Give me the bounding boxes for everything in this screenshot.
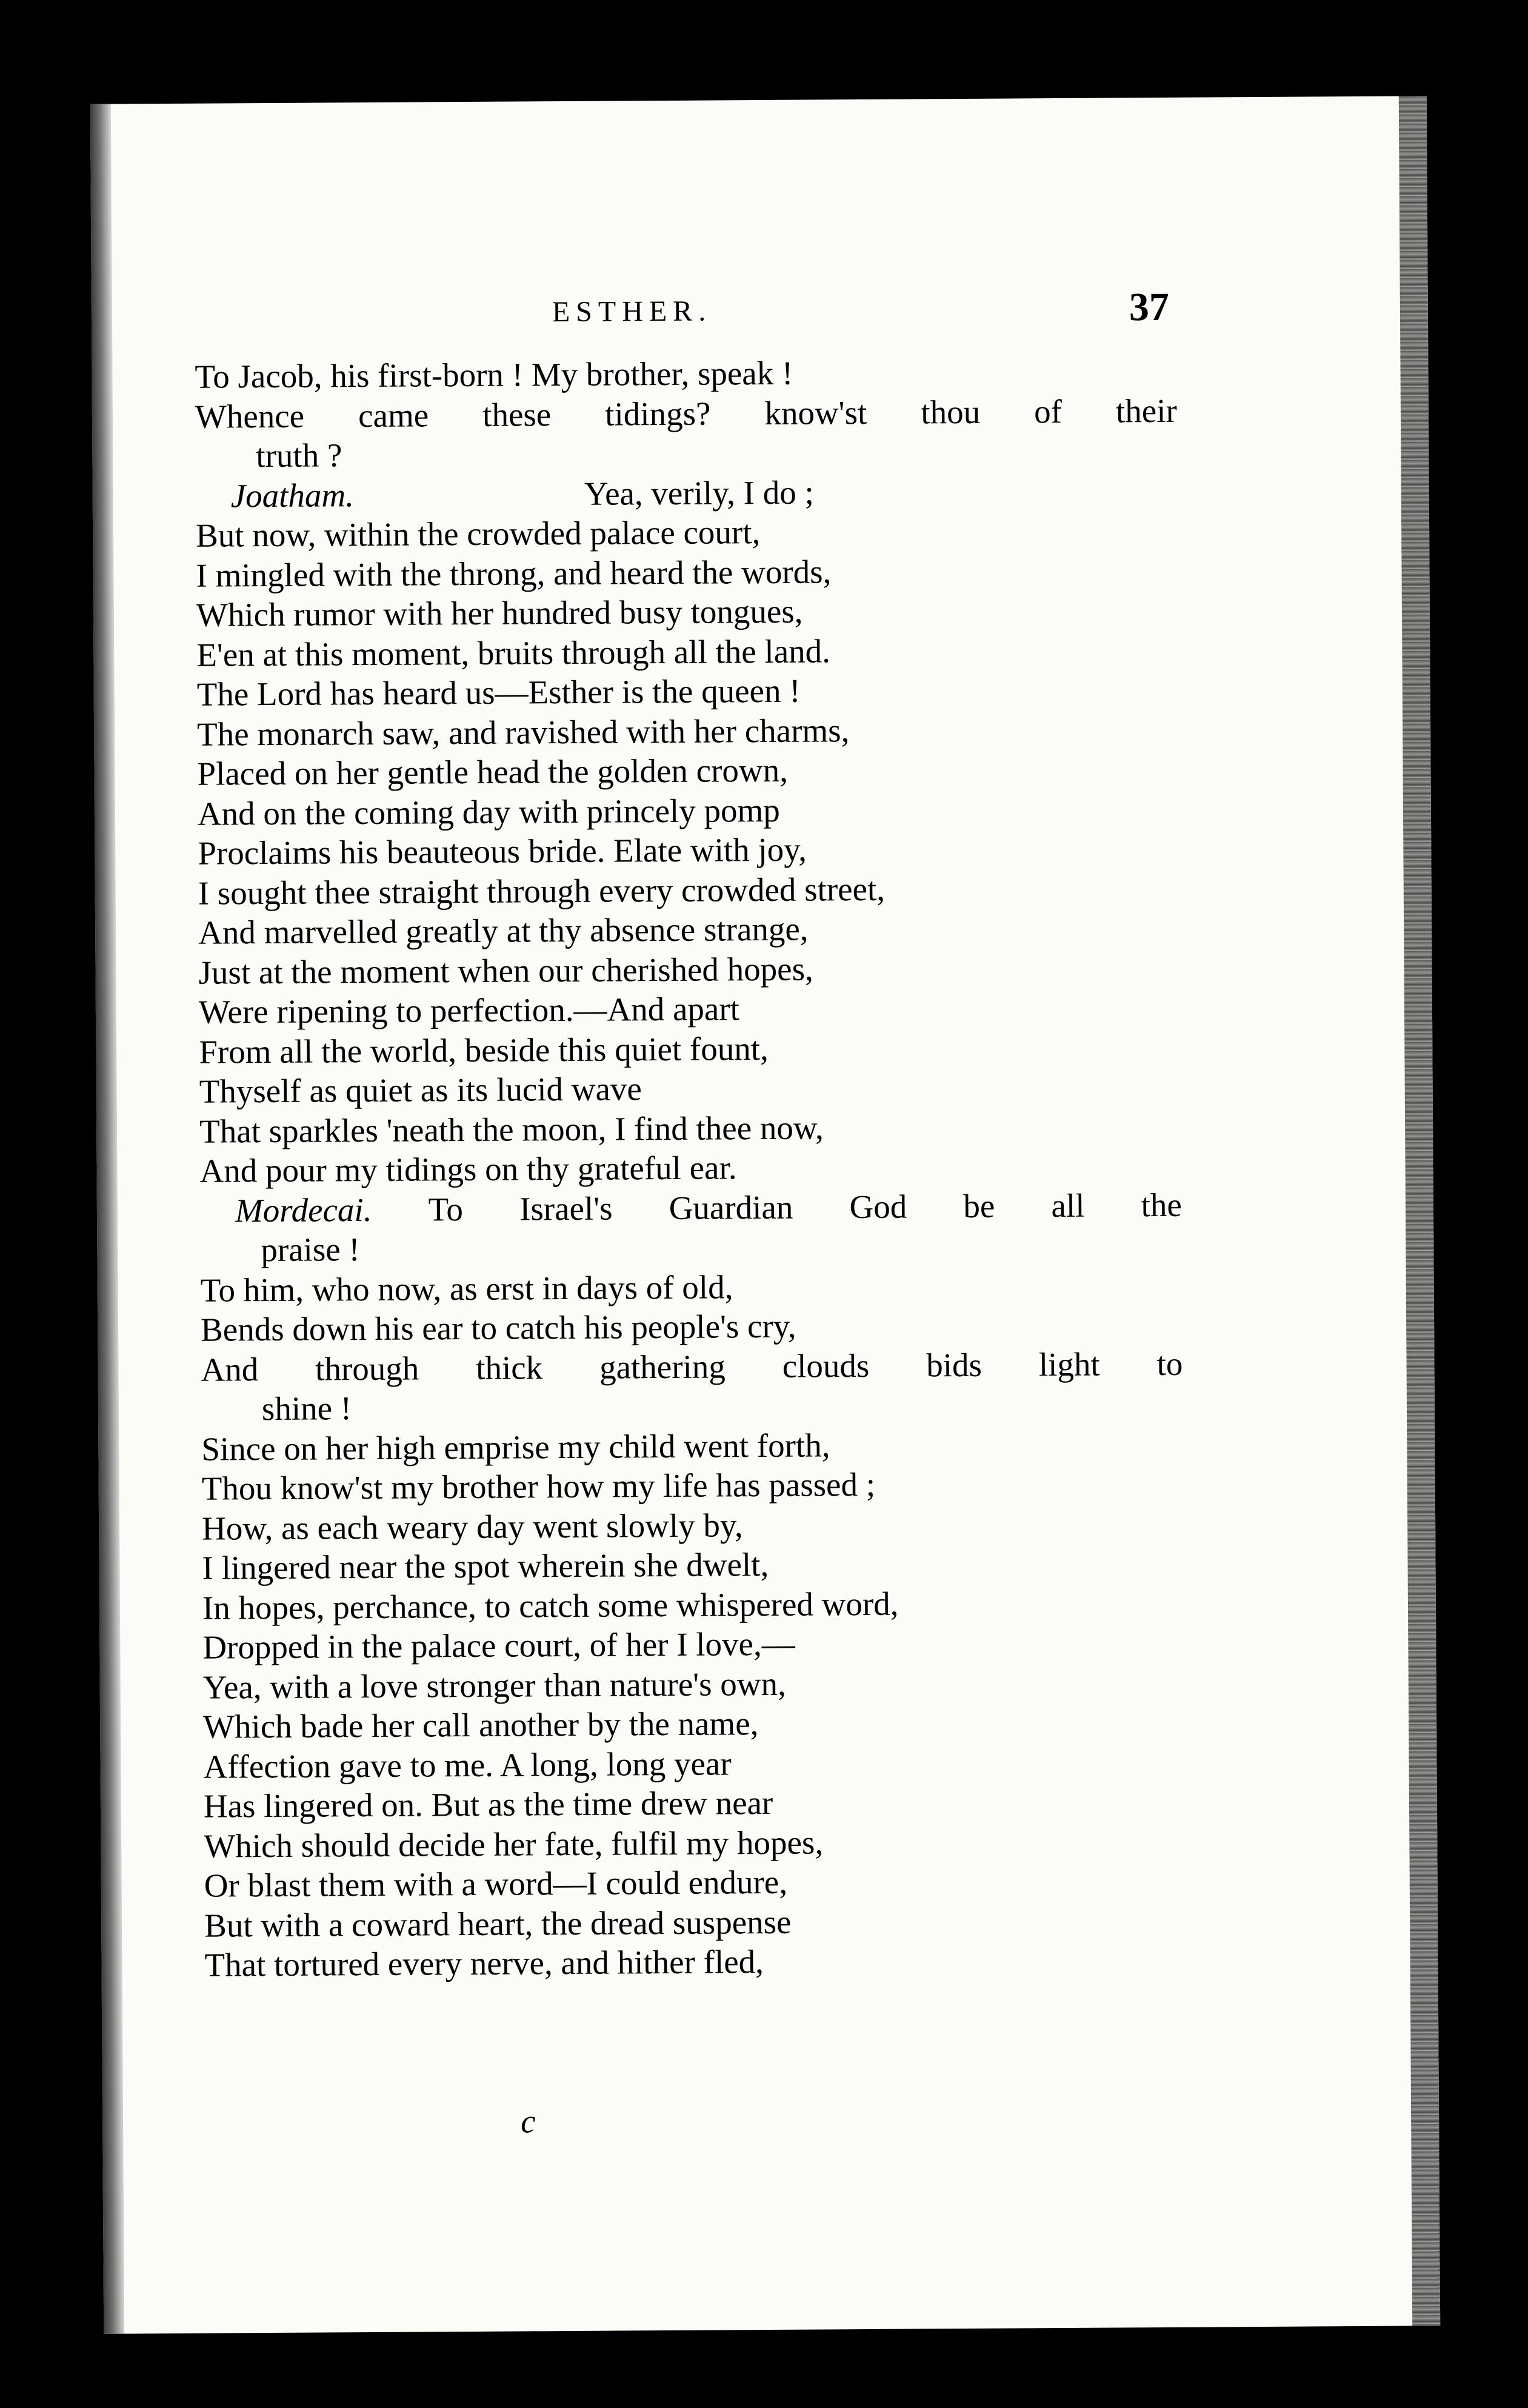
- verse-line: But with a coward heart, the dread suspense: [204, 1903, 792, 1944]
- verse-line: In hopes, perchance, to catch some whispered word,: [202, 1585, 899, 1627]
- speaker-name: Joatham.: [230, 476, 355, 514]
- verse-line: Thou know'st my brother how my life has passed ;: [201, 1465, 876, 1507]
- word: all: [1051, 1186, 1085, 1224]
- verse-line: The Lord has heard us—Esther is the queen !: [196, 672, 801, 713]
- word: these: [482, 395, 552, 433]
- word: came: [358, 396, 429, 434]
- verse-line: Were ripening to perfection.—And apart: [198, 990, 740, 1031]
- speech-line: [196, 470, 1178, 515]
- word: And: [201, 1350, 259, 1388]
- verse-line: Thyself as quiet as its lucid wave: [199, 1070, 642, 1110]
- word: light: [1038, 1345, 1100, 1383]
- verse-line: I lingered near the spot wherein she dwelt,: [202, 1545, 769, 1587]
- speech-text: Yea, verily, I do ;: [584, 473, 814, 512]
- word: bids: [926, 1346, 983, 1383]
- verse-line: That tortured every nerve, and hither fled,: [204, 1943, 764, 1984]
- word: of: [1033, 392, 1063, 430]
- verse-line: I sought thee straight through every crowded street,: [198, 870, 886, 912]
- verse-line: [195, 390, 1177, 436]
- verse-line: And on the coming day with princely pomp: [197, 791, 780, 832]
- verse-line: From all the world, beside this quiet fount,: [199, 1029, 769, 1071]
- verse-line: That sparkles 'neath the moon, I find thee now,: [199, 1108, 824, 1150]
- verse-line: Bends down his ear to catch his people's cry,: [200, 1307, 796, 1348]
- word: know'st: [764, 393, 867, 432]
- verse-line: Placed on her gentle head the golden crown,: [197, 751, 789, 792]
- word: clouds: [782, 1346, 870, 1385]
- speech-line: [200, 1185, 1182, 1230]
- verse-line: Or blast them with a word—I could endure,: [204, 1863, 788, 1904]
- word: through: [315, 1349, 419, 1388]
- running-title: ESTHER.: [552, 295, 712, 329]
- page-number: 37: [1129, 284, 1170, 330]
- verse-line: Just at the moment when our cherished hopes,: [198, 950, 813, 991]
- word: to: [1156, 1345, 1183, 1382]
- verse-line: Which bade her call another by the name,: [202, 1705, 759, 1745]
- word: be: [963, 1187, 995, 1225]
- word: Whence: [195, 397, 305, 435]
- word: Israel's: [519, 1189, 613, 1227]
- signature-mark: c: [520, 2102, 536, 2140]
- verse-line: But now, within the crowded palace court,: [195, 513, 761, 554]
- running-head: [92, 283, 1429, 345]
- verse-line: And marvelled greatly at thy absence strange,: [198, 910, 809, 951]
- word: thou: [921, 393, 981, 430]
- verse-line-continuation: shine !: [261, 1390, 352, 1428]
- verse-line: How, as each weary day went slowly by,: [201, 1506, 743, 1547]
- page-edge-texture: [1399, 96, 1440, 2326]
- verse-line: Proclaims his beauteous bride. Elate with joy,: [198, 831, 807, 872]
- verse-line: E'en at this moment, bruits through all the land.: [196, 632, 831, 674]
- word: Guardian: [669, 1188, 793, 1226]
- word: gathering: [599, 1347, 726, 1386]
- verse-line: To him, who now, as erst in days of old,: [200, 1268, 733, 1309]
- verse-text: [195, 351, 1186, 1985]
- verse-line: Dropped in the palace court, of her I love,—: [202, 1625, 795, 1666]
- verse-line: Which should decide her fate, fulfil my hopes,: [204, 1823, 824, 1865]
- verse-line: I mingled with the throng, and heard the words,: [196, 552, 832, 594]
- verse-line: Has lingered on. But as the time drew near: [203, 1784, 773, 1825]
- verse-line-continuation: praise !: [261, 1231, 360, 1269]
- word: thick: [476, 1348, 543, 1386]
- word: To: [428, 1190, 464, 1228]
- verse-line: [201, 1343, 1183, 1389]
- word: the: [1141, 1186, 1183, 1223]
- verse-line: Since on her high emprise my child went forth,: [201, 1426, 830, 1468]
- verse-line: The monarch saw, and ravished with her charms,: [196, 711, 850, 753]
- book-page: [90, 96, 1440, 2333]
- verse-line: Which rumor with her hundred busy tongues,: [196, 592, 803, 634]
- page-spine-shadow: [90, 104, 124, 2334]
- speaker-name: Mordecai.: [235, 1191, 372, 1229]
- word: God: [849, 1188, 907, 1225]
- verse-line-continuation: truth ?: [256, 436, 342, 475]
- word: their: [1115, 392, 1178, 429]
- verse-line: And pour my tidings on thy grateful ear.: [199, 1149, 737, 1189]
- verse-line: Affection gave to me. A long, long year: [203, 1744, 732, 1785]
- verse-line: Yea, with a love stronger than nature's own,: [202, 1665, 786, 1706]
- verse-line: To Jacob, his first-born ! My brother, speak !: [195, 354, 793, 395]
- word: tidings?: [605, 395, 711, 433]
